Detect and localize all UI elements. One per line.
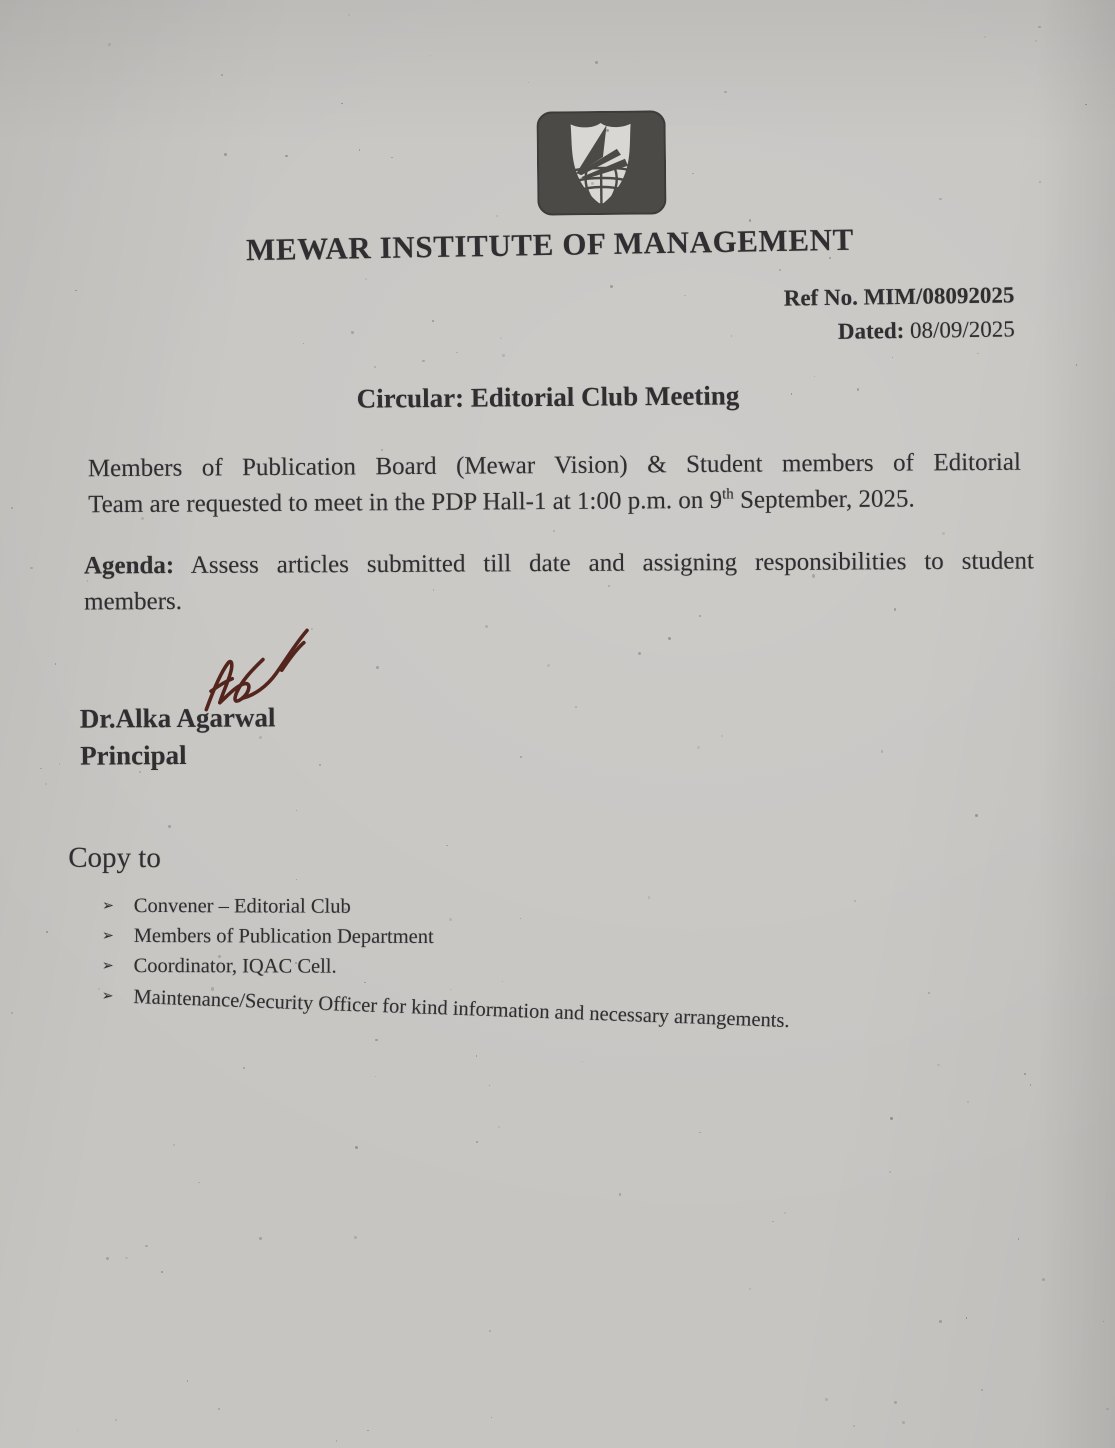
paper-speckle <box>367 1430 369 1432</box>
body-paragraph <box>88 445 1021 523</box>
paper-speckle <box>1085 104 1086 105</box>
paper-speckle <box>259 1237 262 1240</box>
paper-speckle <box>814 376 815 377</box>
paper-speckle <box>977 353 978 354</box>
list-item <box>102 955 790 980</box>
paper-speckle <box>668 637 671 640</box>
paper-speckle <box>243 1067 245 1069</box>
copy-to-block <box>68 841 791 1033</box>
paper-speckle <box>430 55 431 56</box>
paper-speckle <box>224 153 227 156</box>
arrow-bullet-icon: ➢ <box>101 958 114 974</box>
paper-speckle <box>125 1257 127 1259</box>
paper-speckle <box>354 1236 357 1239</box>
paper-speckle <box>575 706 577 708</box>
list-item-text: Members of Publication Department <box>133 924 434 949</box>
list-item <box>102 895 790 920</box>
paper-speckle <box>1030 1084 1032 1086</box>
paper-speckle <box>351 331 354 334</box>
list-item <box>102 925 790 950</box>
paper-speckle <box>520 756 522 758</box>
paper-speckle <box>772 1221 774 1223</box>
paper-speckle <box>296 810 298 812</box>
paper-speckle <box>319 764 322 767</box>
arrow-bullet-icon: ➢ <box>102 898 114 914</box>
paper-speckle <box>348 14 351 17</box>
circular-heading: Circular: Editorial Club Meeting <box>356 380 740 414</box>
paper-speckle <box>145 1245 147 1247</box>
paper-speckle <box>854 900 856 902</box>
paper-speckle <box>892 357 893 358</box>
body-line-2 <box>88 480 1021 522</box>
list-item-text: Maintenance/Security Officer for kind information and necessary arrangements. <box>133 986 790 1033</box>
paper-speckle <box>422 360 424 362</box>
paper-speckle <box>11 507 13 509</box>
paper-speckle <box>376 666 379 669</box>
paper-speckle <box>218 1408 220 1410</box>
paper-speckle <box>1035 40 1037 42</box>
paper-speckle <box>491 1417 492 1418</box>
paper-speckle <box>161 1271 163 1273</box>
paper-speckle <box>341 103 343 105</box>
paper-speckle <box>55 663 56 664</box>
paper-speckle <box>881 750 884 753</box>
paper-speckle <box>365 278 367 280</box>
paper-speckle <box>355 1146 358 1149</box>
paper-speckle <box>391 157 393 159</box>
dated-label: Dated: <box>838 317 905 344</box>
paper-speckle <box>489 1085 490 1086</box>
list-item <box>101 985 790 1033</box>
paper-speckle <box>75 290 76 291</box>
paper-speckle <box>697 746 700 749</box>
paper-speckle <box>303 343 304 344</box>
paper-speckle <box>432 320 434 322</box>
arrow-bullet-icon: ➢ <box>101 928 114 944</box>
paper-speckle <box>684 295 686 297</box>
body-line-1: Members of Publication Board (Mewar Vision) & Student members of Editorial <box>87 448 1021 483</box>
paper-speckle <box>1018 1238 1019 1239</box>
paper-speckle <box>476 1141 478 1143</box>
ref-line <box>784 278 1015 315</box>
paper-speckle <box>168 825 171 828</box>
agenda-label: Agenda: <box>83 552 175 580</box>
paper-speckle <box>115 1419 117 1421</box>
ref-value: MIM/08092025 <box>863 282 1015 310</box>
paper-speckle <box>1106 1408 1108 1410</box>
paper-speckle <box>485 625 488 628</box>
paper-speckle <box>825 1398 828 1401</box>
paper-speckle <box>853 1425 855 1427</box>
agenda-line-1 <box>84 544 1034 584</box>
paper-speckle <box>595 61 598 64</box>
paper-speckle <box>359 149 360 150</box>
agenda-paragraph <box>84 544 1034 620</box>
paper-speckle <box>984 36 986 38</box>
paper-speckle <box>724 91 726 93</box>
paper-speckle <box>198 1182 199 1183</box>
paper-speckle <box>108 43 111 46</box>
copy-to-heading: Copy to <box>68 841 161 875</box>
paper-speckle <box>966 1317 967 1318</box>
copy-to-list <box>68 894 791 1033</box>
paper-speckle <box>721 735 723 737</box>
paper-speckle <box>30 567 33 570</box>
paper-speckle <box>939 198 941 200</box>
paper-speckle <box>476 1055 478 1057</box>
ref-label: Ref No. <box>783 284 859 311</box>
paper-speckle <box>902 1421 905 1424</box>
dated-line <box>784 312 1015 349</box>
paper-speckle <box>1038 26 1041 29</box>
paper-speckle <box>1076 364 1078 366</box>
paper-speckle <box>699 1132 700 1133</box>
paper-speckle <box>890 1117 893 1120</box>
paper-speckle <box>375 1039 377 1041</box>
agenda-text: Assess articles submitted till date and assigning responsibilities to student <box>174 547 1034 580</box>
paper-speckle <box>894 1401 897 1404</box>
ref-dated-block <box>784 278 1016 349</box>
paper-speckle <box>749 1288 751 1290</box>
paper-speckle <box>498 1126 500 1128</box>
paper-speckle <box>173 1144 175 1146</box>
paper-speckle <box>779 269 781 271</box>
institute-logo <box>536 110 666 215</box>
paper-speckle <box>582 1061 583 1062</box>
paper-speckle <box>1024 1073 1026 1075</box>
paper-speckle <box>528 82 529 83</box>
paper-speckle <box>336 1440 337 1441</box>
paper-speckle <box>692 173 694 175</box>
paper-speckle <box>1103 1321 1104 1322</box>
paper-speckle <box>749 219 751 221</box>
paper-speckle <box>1042 1278 1045 1281</box>
agenda-line-2: members. <box>84 587 183 615</box>
paper-speckle <box>456 352 458 354</box>
body-line-2-text: Team are requested to meet in the PDP Hall-1 at 1:00 p.m. on 9 <box>88 486 723 518</box>
paper-speckle <box>11 1012 13 1014</box>
paper-speckle <box>937 1064 939 1066</box>
institute-name: MEWAR INSTITUTE OF MANAGEMENT <box>245 221 855 268</box>
paper-speckle <box>610 285 613 288</box>
paper-speckle <box>981 1389 983 1391</box>
shield-globe-icon <box>536 110 666 215</box>
paper-speckle <box>106 1257 109 1260</box>
paper-speckle <box>221 74 224 77</box>
paper-speckle <box>928 992 930 994</box>
paper-speckle <box>285 155 287 157</box>
signatory-title: Principal <box>80 739 187 771</box>
paper-speckle <box>547 664 550 667</box>
paper-speckle <box>375 1076 376 1077</box>
list-item-text: Convener – Editorial Club <box>133 894 351 918</box>
paper-speckle <box>553 530 555 532</box>
arrow-bullet-icon: ➢ <box>101 988 114 1005</box>
paper-speckle <box>489 1330 491 1332</box>
signatory-block <box>80 699 276 774</box>
paper-speckle <box>59 763 61 765</box>
paper-speckle <box>40 768 41 769</box>
paper-speckle <box>45 783 47 785</box>
paper-speckle <box>1039 181 1041 183</box>
paper-speckle <box>889 1171 891 1173</box>
paper-speckle <box>638 652 641 655</box>
paper-speckle <box>502 354 505 357</box>
paper-speckle <box>619 1193 622 1196</box>
ordinal-superscript: th <box>722 485 734 503</box>
paper-speckle <box>374 366 376 368</box>
paper-speckle <box>784 1212 786 1214</box>
paper-speckle <box>939 1320 942 1323</box>
paper-speckle <box>496 215 498 217</box>
paper-speckle <box>975 814 978 817</box>
paper-speckle <box>46 931 48 933</box>
paper-speckle <box>967 1101 969 1103</box>
dated-value: 08/09/2025 <box>910 316 1016 343</box>
list-item-text: Coordinator, IQAC Cell. <box>133 954 337 978</box>
body-line-2-tail: September, 2025. <box>733 484 915 514</box>
paper-speckle <box>731 335 732 336</box>
paper-speckle <box>942 532 945 535</box>
paper-speckle <box>77 1430 78 1431</box>
signatory-name: Dr.Alka Agarwal <box>79 702 276 734</box>
paper-speckle <box>187 1380 189 1382</box>
paper-speckle <box>500 337 502 339</box>
